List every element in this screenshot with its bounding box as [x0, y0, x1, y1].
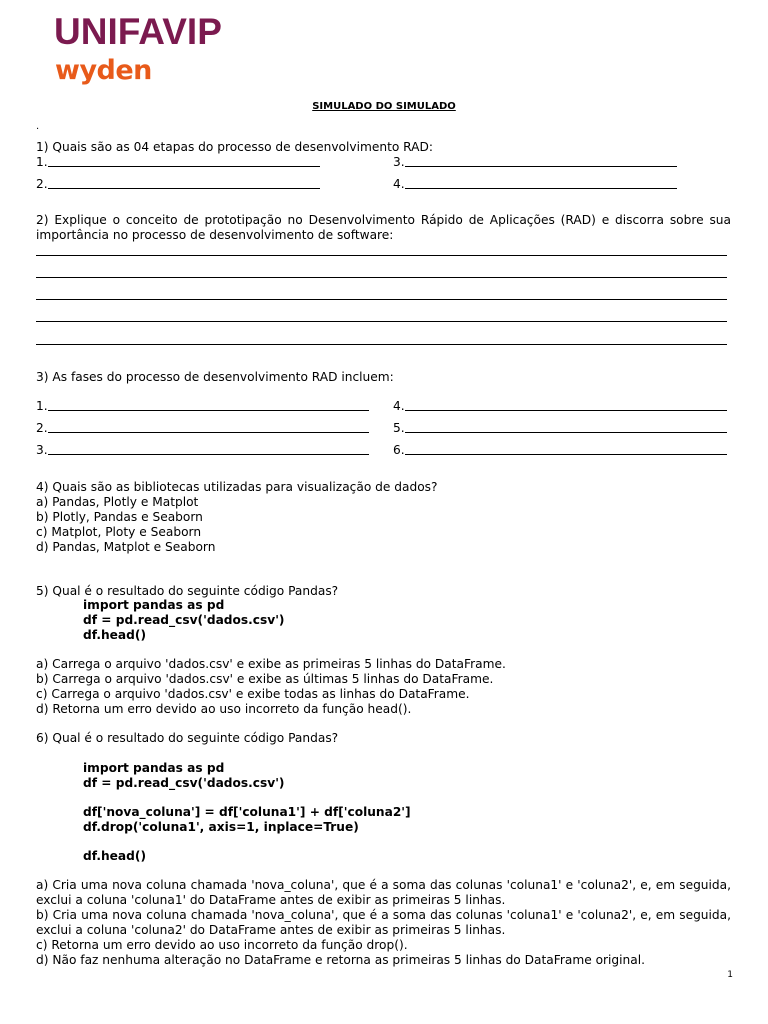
q6-option-b[interactable]: b) Cria uma nova coluna chamada 'nova_coluna', que é a soma das colunas 'coluna1' e 'coluna2', e, em seguida, exclui a coluna 'coluna2' do DataFrame antes de exibir as primeiras 5 linhas.	[36, 908, 731, 937]
q2-answer-line-5[interactable]	[36, 344, 727, 345]
q3-answer-line-1[interactable]	[48, 410, 369, 411]
q3-answer-line-6[interactable]	[405, 454, 727, 455]
q5-option-d[interactable]: d) Retorna um erro devido ao uso incorreto da função head().	[36, 702, 412, 716]
question-4-text: 4) Quais são as bibliotecas utilizadas para visualização de dados?	[36, 480, 438, 494]
q5-code-line-1: import pandas as pd	[83, 598, 225, 612]
q2-answer-line-4[interactable]	[36, 321, 727, 322]
q4-option-c[interactable]: c) Matplot, Ploty e Seaborn	[36, 525, 202, 539]
q6-code-line-5: df.head()	[83, 849, 147, 863]
q1-answer-line-4[interactable]	[405, 188, 677, 189]
question-2-text: 2) Explique o conceito de prototipação no Desenvolvimento Rápido de Aplicações (RAD) e discorra sobre sua importância no processo de desenvolvimento de software:	[36, 213, 731, 242]
q3-answer-line-2[interactable]	[48, 432, 369, 433]
question-1-text: 1) Quais são as 04 etapas do processo de desenvolvimento RAD:	[36, 140, 433, 154]
q5-option-b[interactable]: b) Carrega o arquivo 'dados.csv' e exibe as últimas 5 linhas do DataFrame.	[36, 672, 494, 686]
q2-answer-line-1[interactable]	[36, 255, 727, 256]
q4-option-a[interactable]: a) Pandas, Plotly e Matplot	[36, 495, 199, 509]
q1-item-1-number: 1.	[36, 155, 48, 169]
q6-code-line-3: df['nova_coluna'] = df['coluna1'] + df['coluna2']	[83, 805, 411, 819]
q6-option-a[interactable]: a) Cria uma nova coluna chamada 'nova_coluna', que é a soma das colunas 'coluna1' e 'coluna2', e, em seguida, exclui a coluna 'coluna1' do DataFrame antes de exibir as primeiras 5 linhas.	[36, 878, 731, 907]
page-number: 1	[727, 970, 733, 980]
q6-code-line-4: df.drop('coluna1', axis=1, inplace=True)	[83, 820, 359, 834]
q3-item-4-number: 4.	[393, 399, 405, 413]
q3-item-5-number: 5.	[393, 421, 405, 435]
q2-answer-line-3[interactable]	[36, 299, 727, 300]
q6-option-d[interactable]: d) Não faz nenhuma alteração no DataFrame e retorna as primeiras 5 linhas do DataFrame original.	[36, 953, 646, 967]
q6-option-c[interactable]: c) Retorna um erro devido ao uso incorreto da função drop().	[36, 938, 408, 952]
q5-option-a[interactable]: a) Carrega o arquivo 'dados.csv' e exibe as primeiras 5 linhas do DataFrame.	[36, 657, 506, 671]
q3-answer-line-5[interactable]	[405, 432, 727, 433]
q6-code-line-1: import pandas as pd	[83, 761, 225, 775]
question-5-text: 5) Qual é o resultado do seguinte código Pandas?	[36, 584, 339, 598]
page-title: SIMULADO DO SIMULADO	[312, 101, 456, 112]
q1-item-2-number: 2.	[36, 177, 48, 191]
q1-item-4-number: 4.	[393, 177, 405, 191]
q3-answer-line-3[interactable]	[48, 454, 369, 455]
q3-answer-line-4[interactable]	[405, 410, 727, 411]
q2-answer-line-2[interactable]	[36, 277, 727, 278]
q1-answer-line-3[interactable]	[405, 166, 677, 167]
q4-option-b[interactable]: b) Plotly, Pandas e Seaborn	[36, 510, 203, 524]
q6-code-line-2: df = pd.read_csv('dados.csv')	[83, 776, 285, 790]
brand-logo-unifavip: UNIFAVIP	[54, 11, 222, 52]
stray-dot: .	[36, 121, 40, 132]
q5-code-line-3: df.head()	[83, 628, 147, 642]
q3-item-2-number: 2.	[36, 421, 48, 435]
question-3-text: 3) As fases do processo de desenvolvimento RAD incluem:	[36, 370, 394, 384]
q5-option-c[interactable]: c) Carrega o arquivo 'dados.csv' e exibe todas as linhas do DataFrame.	[36, 687, 470, 701]
q1-item-3-number: 3.	[393, 155, 405, 169]
q5-code-line-2: df = pd.read_csv('dados.csv')	[83, 613, 285, 627]
q3-item-1-number: 1.	[36, 399, 48, 413]
question-6-text: 6) Qual é o resultado do seguinte código Pandas?	[36, 731, 339, 745]
brand-logo-wyden: wyden	[55, 55, 152, 86]
q3-item-3-number: 3.	[36, 443, 48, 457]
q1-answer-line-2[interactable]	[48, 188, 320, 189]
q1-answer-line-1[interactable]	[48, 166, 320, 167]
q4-option-d[interactable]: d) Pandas, Matplot e Seaborn	[36, 540, 216, 554]
q3-item-6-number: 6.	[393, 443, 405, 457]
